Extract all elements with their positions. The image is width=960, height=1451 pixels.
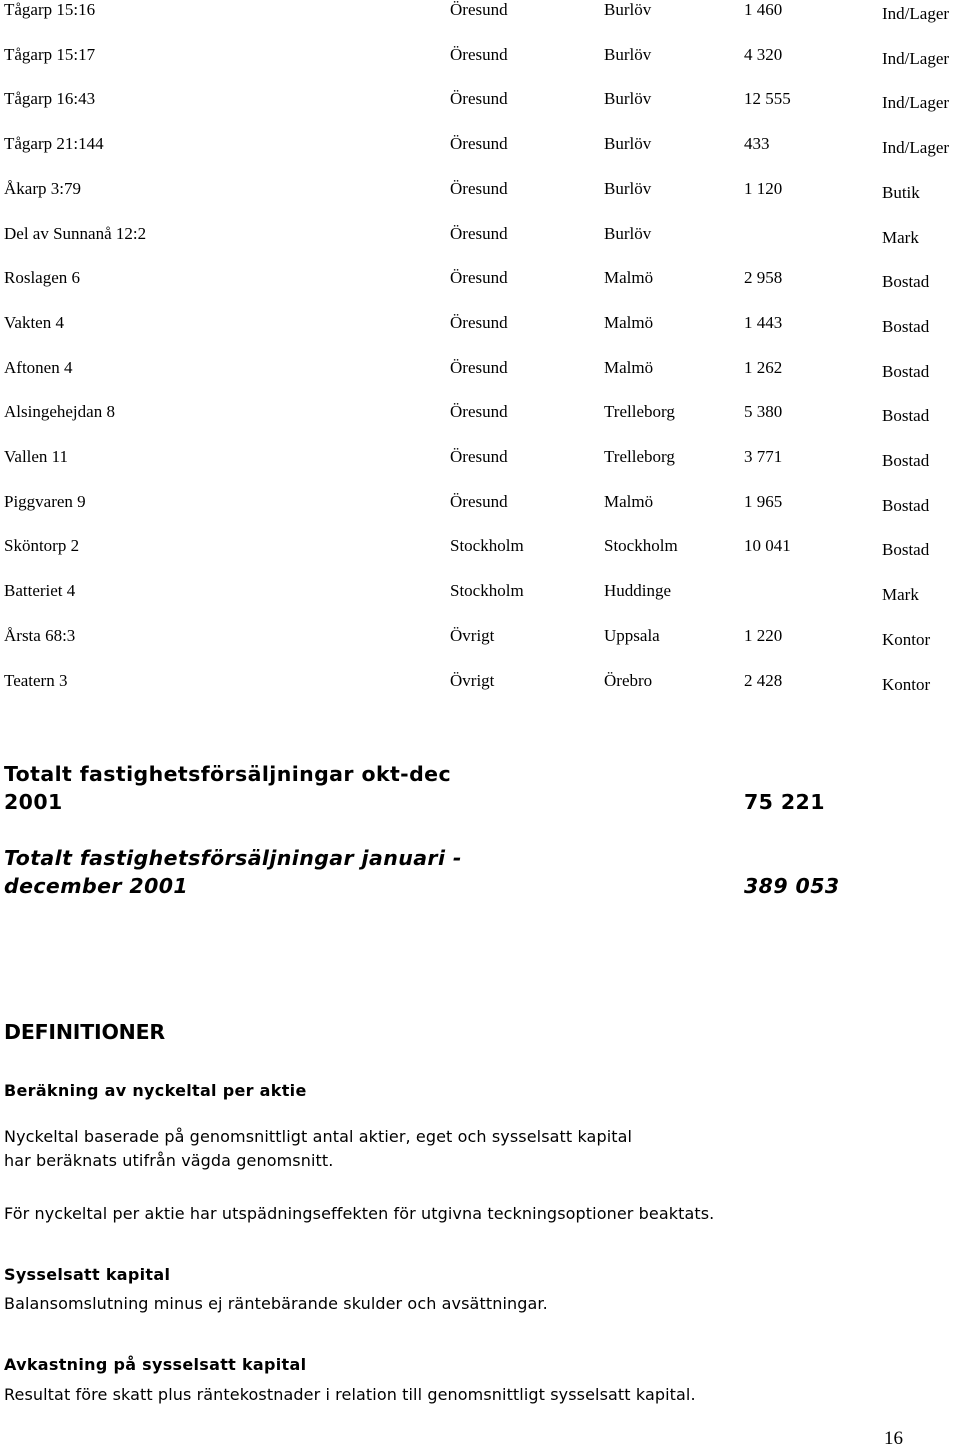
property-region: Öresund — [450, 89, 508, 109]
table-row — [0, 402, 960, 446]
property-area: 1 120 — [744, 178, 783, 198]
table-row — [0, 447, 960, 491]
property-area: 3 771 — [744, 447, 783, 466]
property-area: 4 320 — [744, 44, 783, 64]
property-region: Stockholm — [450, 581, 524, 601]
dilution-text: För nyckeltal per aktie har utspädningseffekten för utgivna teckningsoptioner beaktats. — [4, 1204, 715, 1223]
property-city: Malmö — [604, 312, 654, 332]
table-row — [0, 268, 960, 312]
property-name: Åkarp 3:79 — [4, 178, 81, 198]
table-row — [0, 492, 960, 536]
property-city: Trelleborg — [604, 402, 675, 422]
property-type: Bostad — [882, 495, 930, 515]
property-area: 1 220 — [744, 625, 783, 645]
table-row — [0, 89, 960, 133]
property-area: 433 — [744, 134, 770, 154]
table-row — [0, 224, 960, 268]
property-name: Del av Sunnanå 12:2 — [4, 223, 147, 243]
table-row — [0, 179, 960, 223]
property-region: Öresund — [450, 223, 508, 243]
property-type: Bostad — [882, 451, 930, 470]
property-region: Öresund — [450, 491, 508, 511]
table-row — [0, 626, 960, 670]
property-area: 5 380 — [744, 402, 783, 422]
property-area: 1 460 — [744, 0, 783, 19]
property-type: Kontor — [882, 629, 931, 649]
property-type: Bostad — [882, 406, 930, 426]
property-city: Burlöv — [604, 178, 652, 198]
property-name: Årsta 68:3 — [4, 625, 76, 645]
table-row — [0, 536, 960, 580]
total-oct-dec-label: Totalt fastighetsförsäljningar okt-dec 2001 — [4, 762, 452, 814]
per-share-text-line-2: har beräknats utifrån vägda genomsnitt. — [4, 1151, 334, 1170]
property-name: Vallen 11 — [4, 447, 69, 466]
table-row — [0, 358, 960, 402]
property-city: Örebro — [604, 670, 653, 690]
property-area: 1 965 — [744, 491, 783, 511]
property-region: Öresund — [450, 402, 508, 422]
property-type: Bostad — [882, 540, 930, 560]
property-city: Burlöv — [604, 0, 652, 19]
total-year-value: 389 053 — [744, 874, 840, 898]
property-region: Öresund — [450, 268, 508, 288]
property-name: Teatern 3 — [4, 670, 68, 690]
property-type: Ind/Lager — [882, 138, 950, 158]
property-area: 2 958 — [744, 268, 783, 288]
property-type: Bostad — [882, 361, 930, 381]
property-city: Malmö — [604, 268, 654, 288]
property-name: Roslagen 6 — [4, 268, 81, 288]
property-type: Kontor — [882, 674, 931, 694]
property-city: Uppsala — [604, 625, 660, 645]
property-region: Stockholm — [450, 536, 524, 556]
table-row — [0, 671, 960, 715]
property-name: Tågarp 15:17 — [4, 44, 96, 64]
property-area: 10 041 — [744, 536, 791, 556]
table-row — [0, 313, 960, 357]
property-city: Huddinge — [604, 581, 672, 601]
definitions-heading: DEFINITIONER — [4, 1020, 166, 1044]
property-region: Övrigt — [450, 625, 495, 645]
per-share-title: Beräkning av nyckeltal per aktie — [4, 1081, 307, 1100]
property-city: Trelleborg — [604, 447, 675, 466]
return-on-capital-title: Avkastning på sysselsatt kapital — [4, 1355, 307, 1374]
property-type: Ind/Lager — [882, 93, 950, 113]
table-row — [0, 134, 960, 178]
property-name: Batteriet 4 — [4, 581, 76, 601]
property-city: Burlöv — [604, 89, 652, 109]
property-region: Öresund — [450, 134, 508, 154]
return-on-capital-text: Resultat före skatt plus räntekostnader i relation till genomsnittligt sysselsatt kapital. — [4, 1385, 696, 1404]
property-type: Ind/Lager — [882, 48, 950, 68]
table-row — [0, 45, 960, 89]
property-name: Piggvaren 9 — [4, 491, 86, 511]
property-type: Bostad — [882, 272, 930, 292]
total-year — [4, 844, 924, 904]
property-city: Burlöv — [604, 223, 652, 243]
property-region: Öresund — [450, 447, 508, 466]
property-city: Malmö — [604, 491, 654, 511]
property-city: Stockholm — [604, 536, 678, 556]
total-year-label: Totalt fastighetsförsäljningar januari - december 2001 — [4, 846, 462, 898]
property-area: 12 555 — [744, 89, 791, 109]
property-type: Ind/Lager — [882, 4, 950, 23]
property-name: Tågarp 15:16 — [4, 0, 96, 19]
total-oct-dec — [4, 760, 924, 820]
property-city: Burlöv — [604, 134, 652, 154]
table-row — [0, 0, 960, 44]
property-name: Tågarp 21:144 — [4, 134, 104, 154]
property-region: Öresund — [450, 44, 508, 64]
property-name: Sköntorp 2 — [4, 536, 80, 556]
property-name: Aftonen 4 — [4, 357, 73, 377]
property-area: 2 428 — [744, 670, 783, 690]
property-city: Burlöv — [604, 44, 652, 64]
property-region: Öresund — [450, 312, 508, 332]
property-area: 1 443 — [744, 312, 783, 332]
employed-capital-text: Balansomslutning minus ej räntebärande skulder och avsättningar. — [4, 1294, 548, 1313]
property-region: Övrigt — [450, 670, 495, 690]
page-number: 16 — [884, 1428, 903, 1449]
property-name: Vakten 4 — [4, 312, 64, 332]
property-name: Tågarp 16:43 — [4, 89, 96, 109]
property-region: Öresund — [450, 178, 508, 198]
property-type: Bostad — [882, 316, 930, 336]
property-region: Öresund — [450, 357, 508, 377]
property-type: Mark — [882, 227, 919, 247]
total-oct-dec-value: 75 221 — [744, 790, 825, 814]
property-type: Mark — [882, 585, 919, 605]
property-region: Öresund — [450, 0, 508, 19]
property-type: Butik — [882, 182, 920, 202]
per-share-text-line-1: Nyckeltal baserade på genomsnittligt antal aktier, eget och sysselsatt kapital — [4, 1127, 633, 1146]
property-area: 1 262 — [744, 357, 783, 377]
property-name: Alsingehejdan 8 — [4, 402, 115, 422]
employed-capital-title: Sysselsatt kapital — [4, 1265, 171, 1284]
table-row — [0, 581, 960, 625]
property-city: Malmö — [604, 357, 654, 377]
